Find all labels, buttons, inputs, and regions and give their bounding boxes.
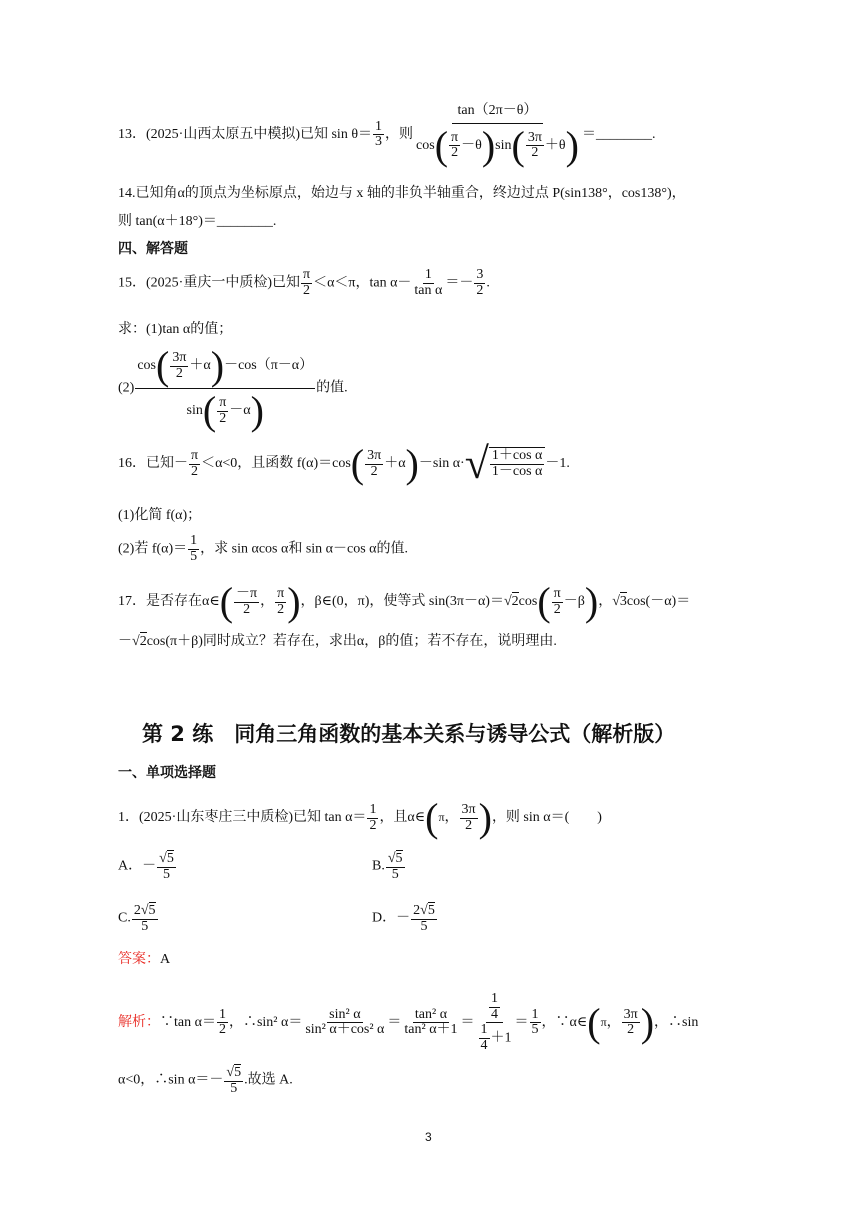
question-14-line-2: 则 tan(α＋18°)＝________.	[118, 214, 277, 229]
question-15: 15．(2025·重庆一中质检)已知 $\frac{\pi}{2}$ ＜α＜π，tan α－ $\frac{1}{\text{tan α}}$ ＝－ $\frac{3}{2}$ .	[118, 267, 490, 298]
analysis-line-2: α<0，∴sin α＝－ $\frac{√5}{5}$ .故选 A.	[118, 1065, 293, 1096]
question-15-part-1: 求：(1)tan α的值；	[118, 322, 233, 337]
question-14-line-1: 14.已知角α的顶点为坐标原点，始边与 x 轴的非负半轴重合，终边过点 P(sin138°，cos138°)，	[118, 186, 686, 201]
section-heading-1: 一、单项选择题	[118, 765, 216, 781]
answer-label: 答案：	[118, 952, 160, 967]
fraction: $\frac{1}{3}$	[375, 118, 383, 150]
question-17-line-2: －√2cos(π＋β)同时成立？若存在，求出α，β的值；若不存在，说明理由.	[118, 634, 557, 649]
option-d[interactable]: D．－ $\frac{2√5}{5}$	[372, 903, 435, 934]
question-16-part-1: (1)化简 f(α)；	[118, 508, 202, 523]
section-title: 第 2 练 同角三角函数的基本关系与诱导公式（解析版）	[142, 722, 676, 746]
answer-value: A	[160, 952, 171, 967]
option-c[interactable]: C. $\frac{2√5}{5}$	[118, 903, 156, 934]
answer-line	[118, 948, 170, 968]
section-heading-4: 四、解答题	[118, 241, 188, 257]
question-1: 1．(2025·山东枣庄三中质检)已知 tan α＝ $\frac{1}{2}$ ，且α∈(π， $\frac{3\pi}{2}$ )，则 sin α＝( )	[118, 795, 602, 840]
page-number: 3	[425, 1130, 432, 1144]
big-fraction: tan（2π－θ） cos( $\frac{\pi}{2}$ －θ)sin( $\frac{3\pi}{2}$ ＋θ)	[416, 103, 579, 168]
question-15-part-2: (2) cos( $\frac{3\pi}{2}$ ＋α)－cos（π－α） sin( $\frac{\pi}{2}$ －α) 的值.	[118, 343, 348, 433]
analysis-label: 解析：	[118, 1015, 160, 1031]
analysis-line-1: 解析：∵tan α＝ $\frac{1}{2}$ ，∴sin² α＝ $\frac{\text{sin² α}}{\text{sin² α＋cos² α}}$ ＝ $\frac{\text{tan² α}}{\text{tan² α＋1}}$ ＝ $\frac{1}{4}$ $\frac{1}{4}$ ＋1 ＝ $\frac{1}{5}$ ，∵α∈(π， $\frac{3\pi}{2}$ )，∴sin	[118, 991, 699, 1054]
option-b[interactable]: B. $\frac{√5}{5}$	[372, 851, 403, 882]
question-13: 13．(2025·山西太原五中模拟)已知 sin θ＝ $\frac{1}{3}$ ，则 tan（2π－θ） cos( $\frac{\pi}{2}$ －θ)sin( $\frac{3\pi}{2}$ ＋θ) ＝________.	[118, 103, 656, 168]
question-16-part-2: (2)若 f(α)＝ $\frac{1}{5}$ ，求 sin αcos α和 sin α－cos α的值.	[118, 533, 408, 564]
question-17-line-1: 17．是否存在α∈( $\frac{-\pi}{2}$ ， $\frac{\pi}{2}$ )，β∈(0，π)，使等式 sin(3π－α)＝√2cos( $\frac{\pi}{2}$ －β)，√3cos(－α)＝	[118, 579, 691, 624]
question-16: 16．已知－ $\frac{\pi}{2}$ ＜α<0，且函数 f(α)＝cos( $\frac{3\pi}{2}$ ＋α)－sin α·√ $\frac{\text{1＋cos α}}{\text{1－cos α}}$ －1.	[118, 439, 570, 488]
option-a[interactable]: A．－ $\frac{√5}{5}$	[118, 851, 174, 882]
